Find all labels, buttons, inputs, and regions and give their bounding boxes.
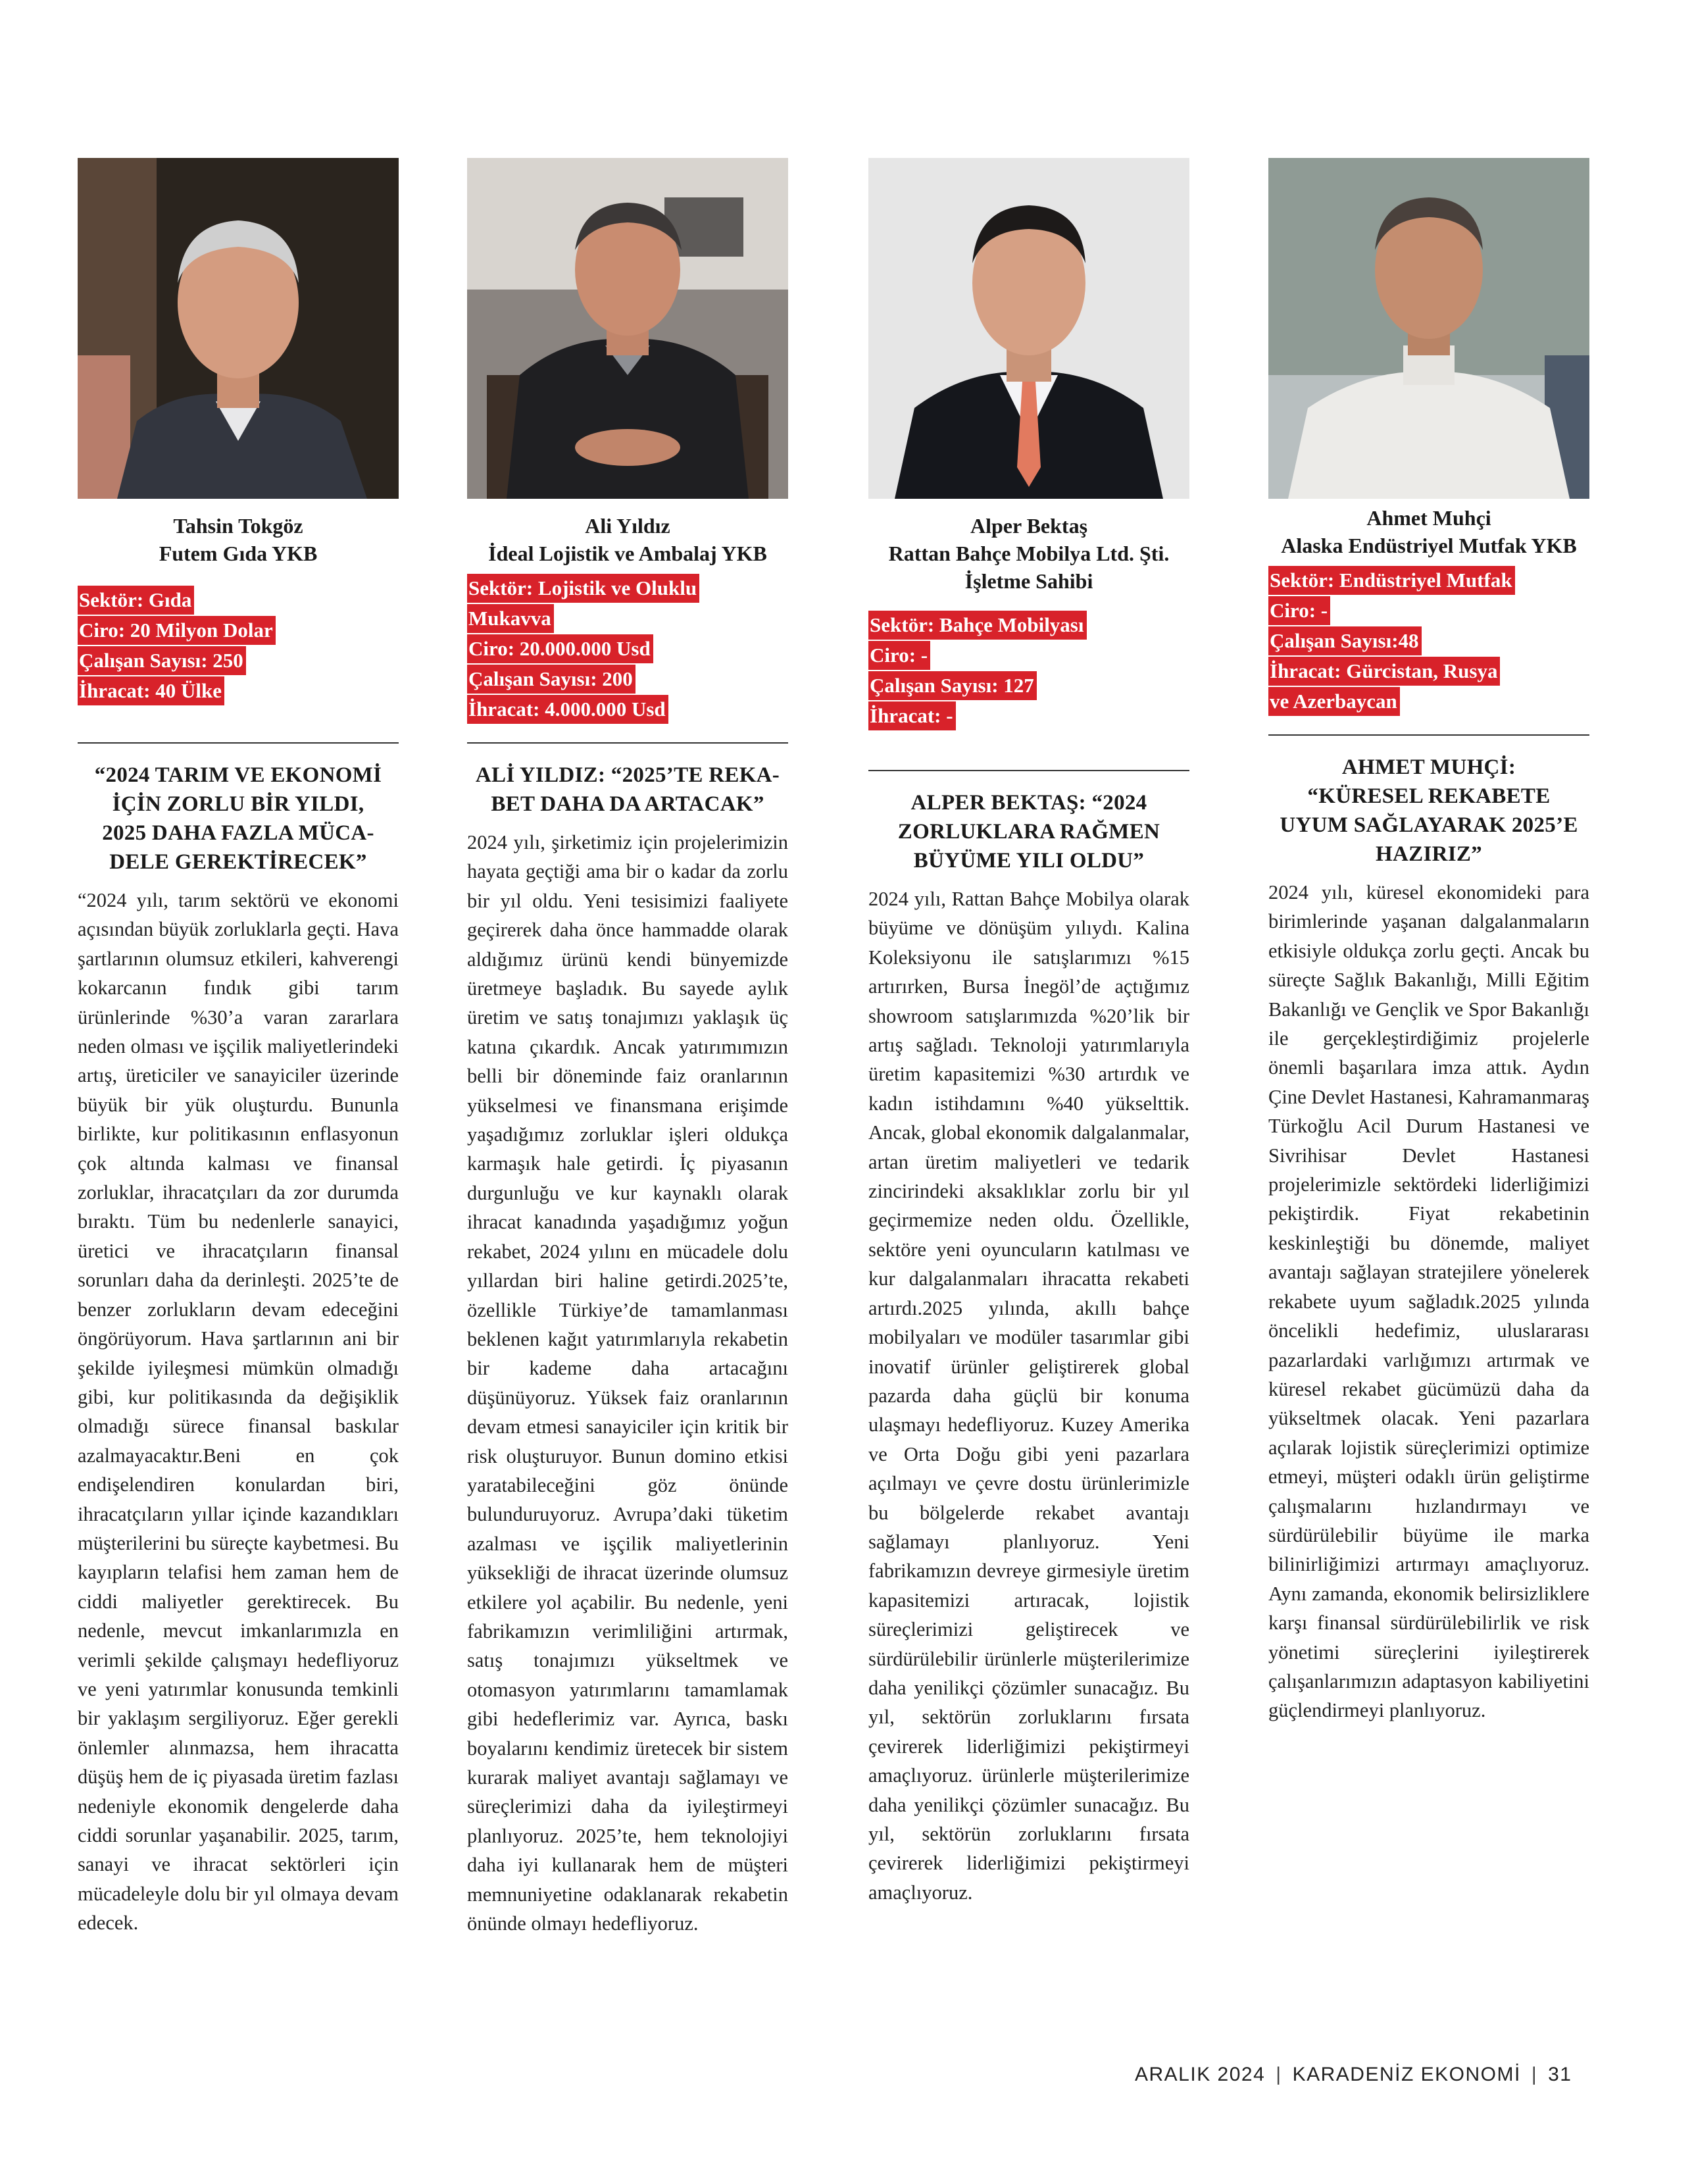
headline bbox=[78, 761, 399, 876]
stat-export-cont: ve Azerbaycan bbox=[1268, 687, 1400, 716]
portrait-image bbox=[1268, 158, 1589, 499]
page-number: 31 bbox=[1548, 2064, 1572, 2085]
headline bbox=[868, 788, 1189, 875]
headline-line: İÇİN ZORLU BİR YILDI, bbox=[112, 792, 364, 816]
person-caption bbox=[868, 512, 1189, 595]
headline-line: 2025 DAHA FAZLA MÜCA- bbox=[102, 821, 374, 845]
portrait-image bbox=[868, 158, 1189, 499]
portrait-photo bbox=[1268, 158, 1589, 499]
column-1 bbox=[78, 158, 399, 1938]
stat-sector: Sektör: Gıda bbox=[78, 586, 194, 615]
divider bbox=[1268, 734, 1589, 736]
stat-export: İhracat: 40 Ülke bbox=[78, 676, 224, 705]
footer-separator: | bbox=[1276, 2064, 1282, 2085]
headline-line: BET DAHA DA ARTACAK” bbox=[491, 792, 764, 816]
stat-revenue: Ciro: - bbox=[1268, 596, 1330, 625]
article-body: 2024 yılı, şirketimiz için projelerimizin hayata geçtiği ama bir o kadar da zorlu bir yıl oldu. Yeni tesisimizi faaliyete geçirerek daha önce hammadde olarak aldığımız ürünü kendi bünyemizde üretmeye başladık. Bu sayede aylık üretim ve satış tonajımızı yaklaşık üç katına çıkardık. Ancak yatırımımızın belli bir döneminde faiz oranlarının yükselmesi ve finansmana erişimde yaşadığımız zorluklar işleri oldukça karmaşık hale getirdi. İç piyasanın durgunluğu ve kur kaynaklı olarak ihracat kanadında yaşadığımız yoğun rekabet, 2024 yılını en mücadele dolu yıllardan biri haline getirdi.2025’te, özellikle Türkiye’de tamamlanması beklenen kağıt yatırımlarıyla rekabetin bir kademe daha artacağını düşünüyoruz. Yüksek faiz oranlarının devam etmesi sanayiciler için kritik bir risk oluşturuyor. Bunun domino etkisi yaratabileceğini göz önünde bulunduruyoruz. Avrupa’daki tüketim azalması ve işçilik maliyetlerinin yüksekliği de ihracat üzerinde olumsuz etkilere yol açabilir. Bu nedenle, yeni fabrikamızın verimliliğini artırmak, satış tonajımızı yükseltmek ve otomasyon yatırımlarını tamamlamak gibi hedeflerimiz var. Ayrıca, baskı boyalarını kendimiz üretecek bir sistem kurarak maliyet avantajı sağlamayı ve süreçlerimizi daha da iyileştirmeyi planlıyoruz. 2025’te, hem teknolojiyi daha iyi kullanarak hem de müşteri memnuniyetine odaklanarak rekabetin önünde olmayı hedefliyoruz. bbox=[467, 831, 788, 1935]
headline-line: HAZIRIZ” bbox=[1376, 842, 1482, 866]
magazine-name: KARADENİZ EKONOMİ bbox=[1292, 2064, 1521, 2085]
company-name: Alaska Endüstriyel Mutfak YKB bbox=[1281, 534, 1577, 557]
stats-block bbox=[1268, 566, 1589, 725]
stat-sector: Sektör: Endüstriyel Mutfak bbox=[1268, 566, 1515, 595]
person-name: Ahmet Muhçi bbox=[1366, 506, 1491, 530]
column-3 bbox=[868, 158, 1189, 1907]
stats-block bbox=[467, 574, 788, 733]
stats-block bbox=[78, 586, 399, 733]
stat-export: İhracat: Gürcistan, Rusya bbox=[1268, 657, 1500, 686]
stat-employees: Çalışan Sayısı: 127 bbox=[868, 671, 1037, 700]
stat-revenue: Ciro: 20.000.000 Usd bbox=[467, 634, 653, 663]
portrait-photo bbox=[868, 158, 1189, 499]
stat-sector: Sektör: Bahçe Mobilyası bbox=[868, 611, 1087, 640]
headline-line: ZORLUKLARA RAĞMEN bbox=[897, 820, 1160, 844]
person-caption bbox=[1268, 504, 1589, 559]
column-2 bbox=[467, 158, 788, 1938]
headline-line: UYUM SAĞLAYARAK 2025’E bbox=[1280, 813, 1578, 837]
page-footer bbox=[1135, 2064, 1572, 2086]
portrait-image bbox=[467, 158, 788, 499]
company-name: İdeal Lojistik ve Ambalaj YKB bbox=[488, 542, 767, 565]
company-name: Futem Gıda YKB bbox=[159, 542, 318, 565]
article-body: “2024 yılı, tarım sektörü ve ekonomi açısından büyük zorluklarla geçti. Hava şartlarının olumsuz etkileri, kahverengi kokarcanın fındık gibi tarım ürünlerinde %30’a varan zararlara neden olması ve işçilik maliyetlerindeki artış, üreticiler ve sanayiciler üzerinde büyük bir yük oluşturdu. Bununla birlikte, kur politikasının enflasyonun çok altında kalması ve finansal zorluklar, ihracatçıları da zor durumda bıraktı. Tüm bu nedenlerle sanayici, üretici ve ihracatçıların finansal sorunları daha da derinleşti. 2025’te de benzer zorlukların devam edeceğini öngörüyorum. Hava şartlarının ani bir şekilde iyileşmesi mümkün olmadığı gibi, kur politikasında da değişiklik olmadığı sürece finansal baskılar azalmayacaktır.Beni en çok endişelendiren konulardan biri, ihracatçıların yıllar içinde kazandıkları müşterilerini bu süreçte kaybetmesi. Bu kayıpların telafisi hem zaman hem de ciddi maliyetler gerektirecek. Bu nedenle, mevcut imkanlarımızla en verimli şekilde çalışmayı hedefliyoruz ve yeni yatırımlar konusunda temkinli bir yaklaşım sergiliyoruz. Eğer gerekli önlemler alınmazsa, hem ihracatta düşüş hem de iç piyasada üretim fazlası nedeniyle ekonomik dengelerde daha ciddi sorunlar yaşanabilir. 2025, tarım, sanayi ve ihracat sektörleri için mücadeleyle dolu bir yıl olmaya devam edecek. bbox=[78, 889, 399, 1935]
stat-employees: Çalışan Sayısı: 250 bbox=[78, 646, 246, 675]
stat-employees: Çalışan Sayısı: 200 bbox=[467, 665, 635, 694]
stat-sector: Sektör: Lojistik ve Oluklu bbox=[467, 574, 699, 603]
headline-line: “KÜRESEL REKABETE bbox=[1307, 784, 1551, 808]
article-body: 2024 yılı, Rattan Bahçe Mobilya olarak büyüme ve dönüşüm yılıydı. Kalina Koleksiyonu ile satışlarımızı %15 artırırken, Bursa İnegöl’de açtığımız showroom satışlarımızda %20’lik bir artış sağladı. Teknoloji yatırımlarıyla üretim kapasitemizi %30 artırdık ve kadın istihdamını %40 yükselttik. Ancak, global ekonomik dalgalanmalar, artan üretim maliyetleri ve tedarik zincirindeki aksaklıklar zorlu bir yıl geçirmemize neden oldu. Özellikle, sektöre yeni oyuncuların katılması ve kur dalgalanmaları ihracatta rekabeti artırdı.2025 yılında, akıllı bahçe mobilyaları ve modüler tasarımlar gibi inovatif ürünler geliştirerek global pazarda daha güçlü bir konuma ulaşmayı hedefliyoruz. Kuzey Amerika ve Orta Doğu gibi yeni pazarlara açılmayı ve çevre dostu ürünlerimizle bu bölgelerde rekabet avantajı sağlamayı planlıyoruz. Yeni fabrikamızın devreye girmesiyle üretim kapasitemizi artıracak, lojistik süreçlerimizi geliştirecek ve sürdürülebilir ürünlerle müşterilerimize daha yenilikçi çözümler sunacağız. Bu yıl, sektörün zorluklarını fırsata çevirerek liderliğimizi pekiştirmeyi amaçlıyoruz. ürünlerle müşterilerimize daha yenilikçi çözümler sunacağız. Bu yıl, sektörün zorluklarını fırsata çevirerek liderliğimizi pekiştirmeyi amaçlıyoruz. bbox=[868, 888, 1189, 1904]
divider bbox=[467, 742, 788, 744]
company-name: Rattan Bahçe Mobilya Ltd. Şti. bbox=[888, 542, 1170, 565]
stat-export: İhracat: 4.000.000 Usd bbox=[467, 695, 668, 724]
headline-line: BÜYÜME YILI OLDU” bbox=[913, 849, 1145, 873]
headline-line: ALİ YILDIZ: “2025’TE REKA- bbox=[475, 763, 780, 787]
person-title: İşletme Sahibi bbox=[964, 569, 1093, 593]
footer-separator: | bbox=[1531, 2064, 1538, 2085]
divider bbox=[868, 770, 1189, 771]
headline bbox=[467, 761, 788, 819]
stat-sector-cont: Mukavva bbox=[467, 604, 554, 633]
portrait-image bbox=[78, 158, 399, 499]
headline-line: “2024 TARIM VE EKONOMİ bbox=[94, 763, 382, 787]
person-name: Alper Bektaş bbox=[970, 514, 1088, 538]
headline bbox=[1268, 753, 1589, 869]
person-caption bbox=[467, 512, 788, 567]
stat-revenue: Ciro: 20 Milyon Dolar bbox=[78, 616, 276, 645]
column-4 bbox=[1268, 158, 1589, 1725]
person-caption bbox=[78, 512, 399, 567]
portrait-photo bbox=[78, 158, 399, 499]
stat-employees: Çalışan Sayısı:48 bbox=[1268, 626, 1422, 655]
headline-line: ALPER BEKTAŞ: “2024 bbox=[910, 791, 1147, 815]
headline-line: DELE GEREKTİRECEK” bbox=[109, 850, 367, 874]
stat-revenue: Ciro: - bbox=[868, 641, 930, 670]
portrait-photo bbox=[467, 158, 788, 499]
stat-export: İhracat: - bbox=[868, 701, 956, 730]
article-body: 2024 yılı, küresel ekonomideki para birimlerinde yaşanan dalgalanmaların etkisiyle oldukça zorlu geçti. Ancak bu süreçte Sağlık Bakanlığı, Milli Eğitim Bakanlığı ve Gençlik ve Spor Bakanlığı ile gerçekleştirdiğimiz projelerle önemli başarılara imza attık. Aydın Çine Devlet Hastanesi, Kahramanmaraş Türkoğlu Acil Durum Hastanesi ve Sivrihisar Devlet Hastanesi projelerimizle sektördeki liderliğimizi pekiştirdik. Fiyat rekabetinin keskinleştiği bu dönemde, maliyet avantajı sağlayan stratejilere yönelerek rekabete uyum sağladık.2025 yılında öncelikli hedefimiz, uluslararası pazarlardaki varlığımızı artırmak ve küresel rekabet gücümüzü daha da yükseltmek olacak. Yeni pazarlara açılarak lojistik süreçlerimizi optimize etmeyi, müşteri odaklı ürün geliştirme çalışmalarını hızlandırmayı ve sürdürülebilir büyüme ile marka bilinirliğimizi artırmayı amaçlıyoruz. Aynı zamanda, ekonomik belirsizliklere karşı finansal sürdürülebilirlik ve risk yönetimi süreçlerini iyileştirerek çalışanlarımızın adaptasyon kabiliyetini güçlendirmeyi planlıyoruz. bbox=[1268, 881, 1589, 1722]
divider bbox=[78, 742, 399, 744]
person-name: Tahsin Tokgöz bbox=[173, 514, 303, 538]
stats-block bbox=[868, 611, 1189, 761]
issue-date: ARALIK 2024 bbox=[1135, 2064, 1266, 2085]
person-name: Ali Yıldız bbox=[585, 514, 670, 538]
headline-line: AHMET MUHÇİ: bbox=[1341, 755, 1516, 779]
